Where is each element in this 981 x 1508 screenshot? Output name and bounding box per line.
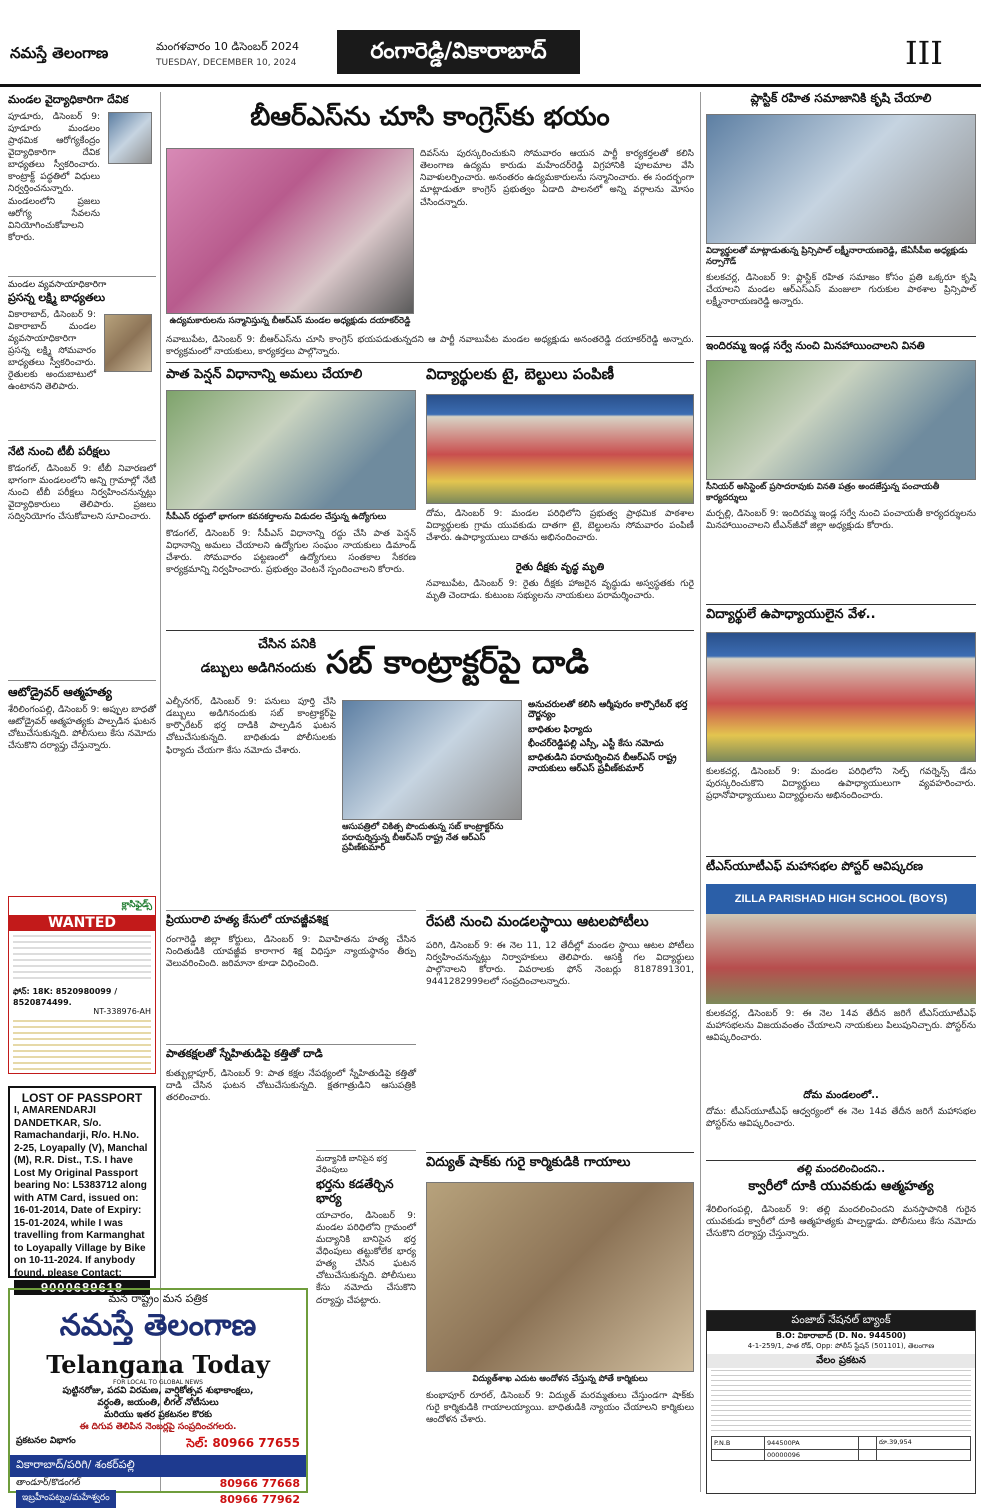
table-cell: 00000096	[764, 1450, 858, 1461]
headline: నేటి నుంచి టీబీ పరీక్షలు	[8, 445, 110, 458]
indiramma-body: మర్పల్లి, డిసెంబర్ 9: ఇందిరమ్మ ఇండ్ల సర్వే నుంచి పంచాయతీ కార్యదర్శులను మినహాయించాలని టీఎన్‌జీవో జిల్లా అధ్యక్షుడు కోరారు.	[706, 509, 976, 532]
newspaper-ad	[8, 1288, 308, 1506]
headline: మండల వైద్యాధికారిగా దేవిక	[8, 93, 129, 106]
masthead	[0, 0, 981, 86]
table-row	[712, 1437, 971, 1450]
table-cell: 944500PA	[764, 1437, 858, 1450]
edition-title: రంగారెడ్డి/వికారాబాద్	[337, 30, 580, 74]
ties-body: దోమ, డిసెంబర్ 9: మండల పరిధిలోని ప్రభుత్వ ప్రాథమిక పాఠశాల విద్యార్థులకు గ్రామ యువకుడు దాతగా టై, బెల్టులను సోమవారం పంపిణీ చేశారు. ఉపాధ్యాయులు దాతను అభినందించారు.	[426, 509, 694, 544]
divider	[426, 910, 694, 911]
indiramma-headline: ఇందిరమ్మ ఇండ్ల సర్వే నుంచి మినహాయించాలని వినతి	[706, 340, 925, 352]
ad-phone: 80966 77962	[219, 1492, 300, 1506]
classified-code: NT-338976-AH	[93, 1007, 151, 1016]
wife-body: యాచారం, డిసెంబర్ 9: మండల పరిధిలోని గ్రామంలో మద్యానికి బానిసైన భర్త వేధింపులు తట్టుకోలేక భార్య హత్య చేసిన ఘటన చోటుచేసుకున్నది. పోలీసులు కేసు నమోదు చేసుకొని దర్యాప్తు చేపట్టారు.	[316, 1210, 416, 1306]
sports-body: పరిగి, డిసెంబర్ 9: ఈ నెల 11, 12 తేదీల్లో మండల స్థాయి ఆటల పోటీలు నిర్వహించనున్నట్లు నిర్వాహకులు తెలిపారు. ఆసక్తి గల విద్యార్థులు పాల్గొనాలని కోరారు. వివరాలకు ఫోన్ నెంబర్లు 8187891301, 9441282999లలో సంప్రదించాలన్నారు.	[426, 941, 694, 988]
divider	[166, 630, 694, 631]
ad-brand: నమస్తే తెలంగాణ	[59, 1308, 257, 1343]
pension-photo	[166, 390, 416, 510]
lead-caption: ఉద్యమకారులను సన్మానిస్తున్న బీఆర్ఎస్ మండల అధ్యక్షుడు దయాకర్‌రెడ్డి	[169, 316, 411, 326]
table-cell	[859, 1437, 877, 1450]
attack-side-line: బాధితుడిని పరామర్శించిన బీఆర్ఎస్ రాష్ట్ర నాయకులు ఆర్ఎస్ ప్రవీణ్‌కుమార్	[528, 753, 677, 774]
table-cell: రూ.39,954	[876, 1437, 970, 1450]
ad-line: పుట్టినరోజు, పదవి విరమణ, వార్షికోత్సవ శుభాకాంక్షలు,	[62, 1386, 254, 1396]
teachers-headline: విద్యార్థులే ఉపాధ్యాయులైన వేళ..	[706, 607, 876, 622]
attack-photo	[342, 700, 522, 820]
date-telugu: మంగళవారం 10 డిసెంబర్ 2024	[156, 40, 300, 53]
wife-kicker: మద్యానికి బానిసైన భర్త వేధింపులు	[316, 1154, 388, 1174]
attack-headline: సబ్ కాంట్రాక్టర్‌పై దాడి	[326, 643, 589, 681]
divider	[706, 604, 976, 605]
divider	[166, 362, 694, 363]
ad-area: తాండూర్/కొడంగల్	[16, 1477, 81, 1488]
sports-headline: రేపటి నుంచి మండలస్థాయి ఆటలపోటీలు	[426, 914, 649, 930]
table-cell	[712, 1450, 765, 1461]
bank-notice-title: వేలం ప్రకటన	[707, 1354, 975, 1368]
table-cell	[876, 1450, 970, 1461]
suicide-kicker: తల్లి మందలించిందని..	[796, 1164, 886, 1175]
classified-text-block	[13, 1020, 151, 1070]
divider	[706, 1160, 976, 1161]
lover-headline: ప్రియురాలి హత్య కేసులో యావజ్జీవశిక్ష	[166, 913, 328, 926]
left-item-devika	[8, 94, 156, 274]
indiramma-photo	[706, 360, 976, 480]
ad-area: ఇబ్రహీంపట్నం/మహేశ్వరం	[16, 1490, 116, 1508]
school-banner: ZILLA PARISHAD HIGH SCHOOL (BOYS)	[734, 893, 948, 905]
bank-notice	[706, 1310, 976, 1494]
notice-title: LOST OF PASSPORT	[21, 1091, 143, 1105]
bank-table	[711, 1436, 971, 1461]
notice-phone: 9000689618	[14, 1280, 150, 1295]
attack-side-line: అనుచరులతో కలిసి ఆర్మీపురం కార్పొరేటర్ భర్త దౌర్జన్యం	[528, 700, 688, 721]
wife-headline: భర్తను కడతేర్చిన భార్య	[316, 1177, 394, 1205]
pension-caption: సీపీఎస్ రద్దులో భాగంగా కవనకర్తాలను విడుదల చేస్తున్న ఉద్యోగులు	[166, 512, 387, 522]
classified-ad	[8, 896, 156, 1074]
table-cell: P.N.B	[712, 1437, 765, 1450]
ad-brand-en: Telangana Today	[46, 1350, 270, 1379]
column-divider	[160, 92, 161, 1492]
left-item-prasanna	[8, 280, 156, 470]
plastic-photo	[706, 114, 976, 244]
newspaper-brand: నమస్తే తెలంగాణ	[10, 44, 109, 62]
lead-body: దివస్‌ను పురస్కరించుకుని సోమవారం ఆయన పార్టీ కార్యకర్తలతో కలిసి తెలంగాణ ఉద్యమ కారుడు మహేందర్‌రెడ్డి విగ్రహానికి పూలమాల వేసి నివాళులర్పించారు. అనంతరం ఉద్యమకారులను సన్మానించారు. ఈ సందర్భంగా మాట్లాడుతూ కాంగ్రెస్ ప్రభుత్వం ఏడాది పాలనలో అన్ని వర్గాలను మోసం చేసిందన్నారు.	[420, 149, 694, 208]
lead-headline: బీఆర్ఎస్‌ను చూసి కాంగ్రెస్‌కు భయం	[250, 102, 610, 132]
divider	[8, 680, 156, 681]
ties-headline: విద్యార్థులకు టై, బెల్టులు పంపిణీ	[426, 365, 615, 383]
wanted-banner: WANTED	[9, 915, 155, 931]
notice-body: I, AMARENDARJI DANDETKAR, S/o. Ramachandarji, R/o. H.No. 2-25, Loyapally (V), Manchal (M), R.R. Dist., T.S. I have Lost My Original Passport bearing No: L5383712 along with ATM Card, issued on: 16-01-2014, Date of Expiry: 15-01-2024, while I was travelling from Karmanghat to Loyapally Village by Bike on 10-11-2024. If anybody found, please Contact:	[14, 1105, 148, 1279]
poster-sub-body: దోమ: టీఎస్‌యూటీఎఫ్ ఆధ్వర్యంలో ఈ నెల 14వ తేదీన జరిగే మహాసభల పోస్టర్‌ను ఆవిష్కరించారు.	[706, 1107, 976, 1130]
bank-notice-text	[711, 1370, 971, 1434]
left-item-tb	[8, 446, 156, 666]
teachers-body: కులకచర్ల, డిసెంబర్ 9: మండల పరిధిలోని సెల్ఫ్ గవర్నెన్స్ డేను పురస్కరించుకొని విద్యార్థులు ఉపాధ్యాయులుగా వ్యవహరించారు. ప్రధానోపాధ్యాయులు విద్యార్థులను అభినందించారు.	[706, 767, 976, 802]
electric-body: కుంభాపూర్ రూరల్, డిసెంబర్ 9: విద్యుత్ మరమ్మతులు చేస్తుండగా షాక్‌కు గురై కార్మికుడికి గాయాలయ్యాయి. బాధితుడికి న్యాయం చేయాలని కార్మికులు ఆందోళన చేశారు.	[426, 1391, 694, 1426]
column-divider	[700, 92, 701, 1492]
electric-headline: విద్యుత్ షాక్‌కు గురై కార్మికుడికి గాయాలు	[426, 1155, 631, 1170]
left-item-auto	[8, 686, 156, 886]
divider	[706, 856, 976, 857]
wife-story	[316, 1154, 416, 1494]
attack-kicker: చేసిన పనికి	[258, 637, 316, 652]
kicker: మండల వ్యవసాయాధికారిగా	[8, 280, 107, 290]
suicide-headline: క్వారీలో దూకి యువకుడు ఆత్మహత్య	[748, 1179, 934, 1194]
article-body: కొడంగల్, డిసెంబర్ 9: టీబీ నివారణలో భాగంగా మండలంలోని అన్ని గ్రామాల్లో నేటి నుంచి టీబీ పరీక్షలు నిర్వహించనున్నట్లు వైద్యాధికారులు తెలిపారు. ప్రజలు సద్వినియోగం చేసుకోవాలని సూచించారు.	[8, 463, 156, 523]
masthead-rule	[0, 84, 981, 87]
lost-passport-notice	[8, 1086, 156, 1295]
suicide-body: శేరిలింగంపల్లి, డిసెంబర్ 9: తల్లి మందలించిందని మనస్తాపానికి గురైన యువకుడు క్వారీలో దూకి ఆత్మహత్యకు పాల్పడ్డాడు. పోలీసులు కేసు నమోదు చేసుకొని దర్యాప్తు చేస్తున్నారు.	[706, 1205, 976, 1240]
ad-line: ఈ దిగువ తెలిపిన నెంబర్లపై సంప్రదించగలరు.	[79, 1422, 237, 1432]
plastic-headline: ప్లాస్టిక్ రహిత సమాజానికి కృషి చేయాలి	[750, 91, 932, 105]
article-body: శేరిలింగంపల్లి, డిసెంబర్ 9: అప్పుల బాధతో ఆటోడ్రైవర్ ఆత్మహత్యకు పాల్పడిన ఘటన చోటుచేసుకున్నది. పోలీసులు కేసు నమోదు చేసుకొని దర్యాప్తు చేస్తున్నారు.	[8, 704, 156, 752]
ties-photo	[426, 394, 694, 504]
plastic-body: కులకచర్ల, డిసెంబర్ 9: ప్లాస్టిక్ రహిత సమాజం కోసం ప్రతి ఒక్కరూ కృషి చేయాలని మండల ఆర్ఎస్‌ఎస్ మంజులా గురుకుల పాఠశాల ప్రిన్సిపాల్ లక్ష్మీనారాయణరెడ్డి అన్నారు.	[706, 273, 976, 308]
divider	[166, 1044, 416, 1045]
friend-headline: పాతకక్షలతో స్నేహితుడిపై కత్తితో దాడి	[166, 1047, 323, 1060]
bank-name: పంజాబ్ నేషనల్ బ్యాంక్	[707, 1311, 975, 1331]
attack-kicker: డబ్బులు అడిగినందుకు	[200, 661, 316, 676]
headline: ఆటోడ్రైవర్ ఆత్మహత్య	[8, 685, 112, 699]
table-row	[712, 1450, 971, 1461]
bank-branch: B.O: వికారాబాద్ (D. No. 944500)	[775, 1331, 907, 1340]
divider	[8, 276, 156, 277]
attack-body: ఎల్బీనగర్, డిసెంబర్ 9: పనులు పూర్తి చేసి డబ్బులు అడిగినందుకు సబ్ కాంట్రాక్టర్‌పై కార్పొరేటర్ భర్త దాడికి పాల్పడిన ఘటన చోటుచేసుకున్నది. బాధితుడు పోలీసులకు ఫిర్యాదు చేయగా కేసు నమోదు చేశారు.	[166, 697, 336, 756]
portrait-photo	[108, 112, 152, 164]
classified-phone: ఫోన్: 18K: 8520980099 / 8520874499.	[13, 987, 118, 1007]
lead-photo	[166, 148, 414, 314]
electric-caption: విద్యుత్‌శాఖ ఎదుట ఆందోళన చేస్తున్న పోతే కార్మికులు	[472, 1374, 648, 1384]
ad-line: మరియు ఇతర ప్రకటనల కొరకు	[104, 1410, 212, 1420]
attack-sidebar	[528, 700, 694, 810]
plastic-caption: విద్యార్థులతో మాట్లాడుతున్న ప్రిన్సిపాల్ లక్ష్మీనారాయణరెడ్డి, జేఏసీపీఐ అధ్యక్షుడు నర్సాగౌడ్	[706, 246, 968, 267]
portrait-photo	[104, 314, 152, 372]
ad-cell: సెల్: 80966 77655	[186, 1436, 300, 1450]
divider	[316, 1150, 416, 1151]
ad-dept: ప్రకటనల విభాగం	[16, 1436, 76, 1446]
electric-photo	[426, 1182, 694, 1372]
headline: ప్రసన్న లక్ష్మి బాధ్యతలు	[8, 291, 106, 304]
poster-headline: టీఎస్‌యూటీఎఫ్ మహాసభల పోస్టర్ ఆవిష్కరణ	[706, 859, 923, 873]
pension-headline: పాత పెన్షన్ విధానాన్ని అమలు చేయాలి	[166, 367, 363, 382]
table-cell	[859, 1450, 877, 1461]
attack-side-line: భీంచర్‌రెడ్డిపల్లి ఎస్సీ, ఎస్టీ కేసు నమోదు	[528, 739, 664, 750]
rythu-headline: రైతు దీక్షకు వృద్ధ మృతి	[515, 562, 605, 573]
ad-line: వర్ధంతి, జయంతి, లీగల్ నోటీసులు	[97, 1398, 219, 1408]
divider	[426, 1152, 694, 1153]
lead-body-2: నవాబుపేట, డిసెంబర్ 9: బీఆర్ఎస్‌ను చూసి కాంగ్రెస్ భయపడుతున్నదని ఆ పార్టీ నవాబుపేట మండల అధ్యక్షుడు అనంతరెడ్డి దయాకర్‌రెడ్డి అన్నారు. కార్యక్రమంలో నాయకులు, కార్యకర్తలు పాల్గొన్నారు.	[166, 335, 694, 358]
ad-phone: 80966 77668	[219, 1477, 300, 1490]
ad-area: వికారాబాద్/పరిగి/ శంకర్‌పల్లి	[10, 1455, 306, 1477]
page-number: III	[905, 34, 943, 72]
rythu-body: నవాబుపేట, డిసెంబర్ 9: రైతు దీక్షకు హాజరైన వృద్ధుడు అస్వస్థతకు గురై మృతి చెందాడు. కుటుంబ సభ్యులను నాయకులు పరామర్శించారు.	[426, 579, 694, 602]
ad-sub: FOR LOCAL TO GLOBAL NEWS	[113, 1379, 203, 1386]
attack-side-line: బాధితుల ఫిర్యాదు	[528, 724, 593, 735]
teachers-photo	[706, 632, 976, 762]
pension-body: కొడంగల్, డిసెంబర్ 9: సీపీఎస్ విధానాన్ని రద్దు చేసి పాత పెన్షన్ విధానాన్ని అమలు చేయాలని ఉద్యోగుల సంఘం నాయకులు డిమాండ్ చేశారు. సోమవారం పట్టణంలో ఉద్యోగులు సంతకాల సేకరణ కార్యక్రమాన్ని నిర్వహించారు. ప్రభుత్వం వెంటనే స్పందించాలని కోరారు.	[166, 529, 416, 576]
date-english: TUESDAY, DECEMBER 10, 2024	[156, 58, 297, 68]
divider	[166, 910, 416, 911]
poster-photo	[706, 884, 976, 1004]
poster-subhead: దోమ మండలంలో..	[803, 1090, 879, 1101]
divider	[8, 440, 156, 441]
classified-tag: క్లాసిఫైడ్స్	[121, 900, 152, 910]
divider	[706, 336, 976, 337]
friend-body: కుత్బుల్లాపూర్, డిసెంబర్ 9: పాత కక్షల నేపథ్యంలో స్నేహితుడిపై కత్తితో దాడి చేసిన ఘటన చోటుచేసుకున్నది. క్షతగాత్రుడిని ఆసుపత్రికి తరలించారు.	[166, 1069, 416, 1104]
indiramma-caption: సీనియర్ అసిస్టెంట్ ప్రసాదరావుకు వినతి పత్రం అందజేస్తున్న పంచాయతీ కార్యదర్శులు	[706, 482, 940, 503]
attack-header	[166, 636, 694, 690]
bank-address: 4-1-259/1, పాత రోడ్, Opp: పోలీస్ స్టేషన్ (501101), తెలంగాణ	[747, 1342, 935, 1350]
poster-body: కులకచర్ల, డిసెంబర్ 9: ఈ నెల 14వ తేదీన జరిగే టీఎస్‌యూటీఎఫ్ మహాసభలను విజయవంతం చేయాలని నాయకులు పిలుపునిచ్చారు. పోస్టర్‌ను ఆవిష్కరించారు.	[706, 1009, 976, 1044]
article-body: వికారాబాద్, డిసెంబర్ 9: వికారాబాద్ మండల వ్యవసాయాధికారిగా ప్రసన్న లక్ష్మి సోమవారం బాధ్యతలు స్వీకరించారు. రైతులకు అందుబాటులో ఉంటానని తెలిపారు.	[8, 309, 96, 393]
lover-body: రంగారెడ్డి జిల్లా కోర్టులు, డిసెంబర్ 9: వివాహితను హత్య చేసిన నిందితుడికి యావజ్జీవ కారాగార శిక్ష విధిస్తూ న్యాయస్థానం తీర్పు వెలువరించింది. జరిమానా కూడా విధించింది.	[166, 935, 416, 970]
attack-caption: ఆసుపత్రిలో చికిత్స పొందుతున్న సబ్ కాంట్రాక్టర్‌ను పరామర్శిస్తున్న బీఆర్ఎస్ రాష్ట్ర నేత ఆర్ఎస్ ప్రవీణ్‌కుమార్	[342, 822, 504, 854]
classified-text-block	[13, 935, 151, 983]
ad-tagline: మన రాష్ట్రం మన పత్రిక	[108, 1292, 208, 1305]
article-body: పూడూరు, డిసెంబర్ 9: పూడూరు మండలం ప్రాథమిక ఆరోగ్యకేంద్రం వైద్యాధికారిగా దేవిక బాధ్యతలు స్వీకరించారు. కాంట్రాక్ట్ పద్ధతిలో విధులు నిర్వర్తించనున్నారు. మండలంలోని ప్రజలు ఆరోగ్య సేవలను వినియోగించుకోవాలని కోరారు.	[8, 111, 100, 244]
